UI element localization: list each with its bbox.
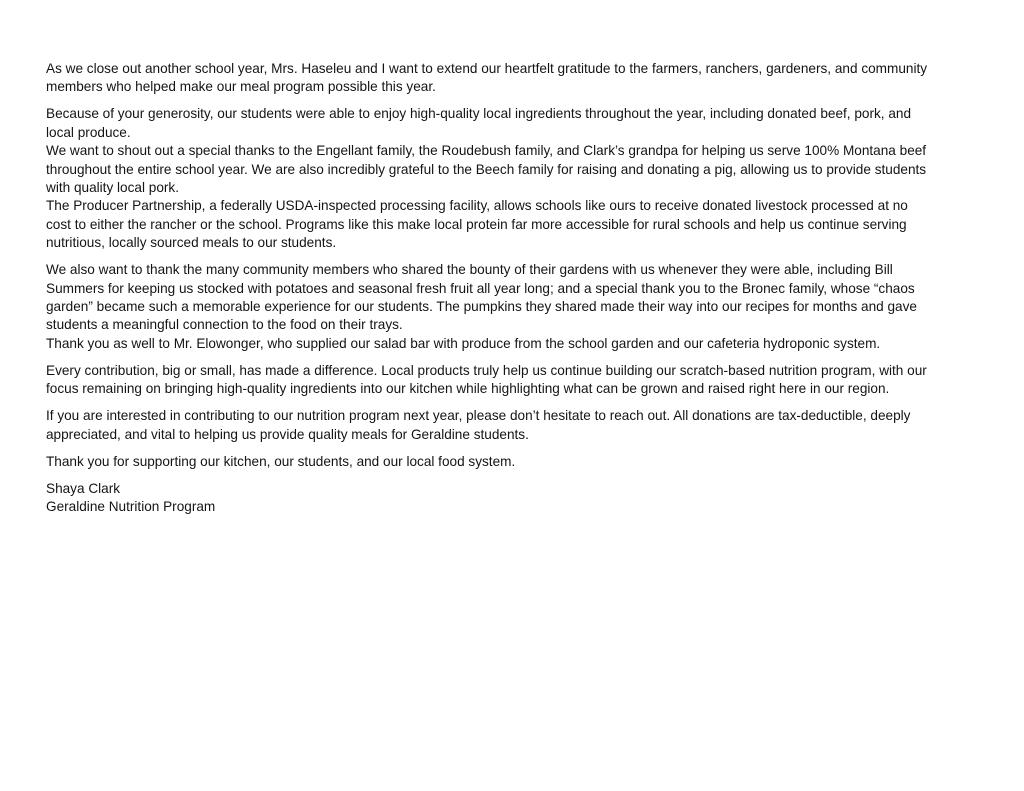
text-line: Summers for keeping us stocked with potatoes and seasonal fresh fruit all year long; and a special thank you to the Bronec family, whose “chaos (46, 280, 915, 296)
text-line: If you are interested in contributing to our nutrition program next year, please don’t hesitate to reach out. All donations are tax-deductible, deeply (46, 408, 911, 424)
text-line: local produce. (46, 124, 131, 140)
paragraph-call-to-action (46, 407, 976, 444)
paragraph-closing (46, 453, 976, 471)
text-line: students a meaningful connection to the food on their trays. (46, 317, 403, 333)
paragraph-garden-donations (46, 261, 976, 353)
text-line: Because of your generosity, our students were able to enjoy high-quality local ingredients throughout the year, including donated beef, pork, and (46, 106, 912, 122)
paragraph-gratitude-intro (46, 60, 976, 97)
text-line: garden” became such a memorable experience for our students. The pumpkins they shared made their way into our recipes for months and gave (46, 299, 917, 315)
text-line: members who helped make our meal program possible this year. (46, 79, 436, 95)
text-line: cost to either the rancher or the school. Programs like this make local protein far more accessible for rural schools and help us continue serving (46, 216, 907, 232)
text-line: We also want to thank the many community members who shared the bounty of their gardens with us whenever they were able, including Bill (46, 262, 893, 278)
text-line: The Producer Partnership, a federally USDA-inspected processing facility, allows schools like ours to receive donated livestock processed at no (46, 198, 908, 214)
text-line: throughout the entire school year. We are also incredibly grateful to the Beech family for raising and donating a pig, allowing us to provide students (46, 161, 927, 177)
text-line: with quality local pork. (46, 180, 179, 196)
text-line: Thank you for supporting our kitchen, our students, and our local food system. (46, 453, 516, 469)
letter-body (46, 60, 976, 525)
text-line: focus remaining on bringing high-quality ingredients into our kitchen while highlighting what can be grown and raised right here in our region. (46, 381, 890, 397)
paragraph-contributions (46, 362, 976, 399)
text-line: Thank you as well to Mr. Elowonger, who supplied our salad bar with produce from the school garden and our cafeteria hydroponic system. (46, 335, 881, 351)
signature-name: Shaya Clark (46, 480, 121, 496)
text-line: We want to shout out a special thanks to the Engellant family, the Roudebush family, and Clark’s grandpa for helping us serve 100% Montana beef (46, 143, 927, 159)
text-line: Every contribution, big or small, has made a difference. Local products truly help us continue building our scratch-based nutrition program, with our (46, 362, 927, 378)
signature-organization: Geraldine Nutrition Program (46, 499, 216, 515)
signature-block (46, 480, 976, 517)
text-line: nutritious, locally sourced meals to our students. (46, 235, 337, 251)
text-line: appreciated, and vital to helping us provide quality meals for Geraldine students. (46, 426, 529, 442)
text-line: As we close out another school year, Mrs. Haseleu and I want to extend our heartfelt gratitude to the farmers, ranchers, gardeners, and community (46, 61, 928, 76)
paragraph-meat-donations (46, 105, 976, 252)
